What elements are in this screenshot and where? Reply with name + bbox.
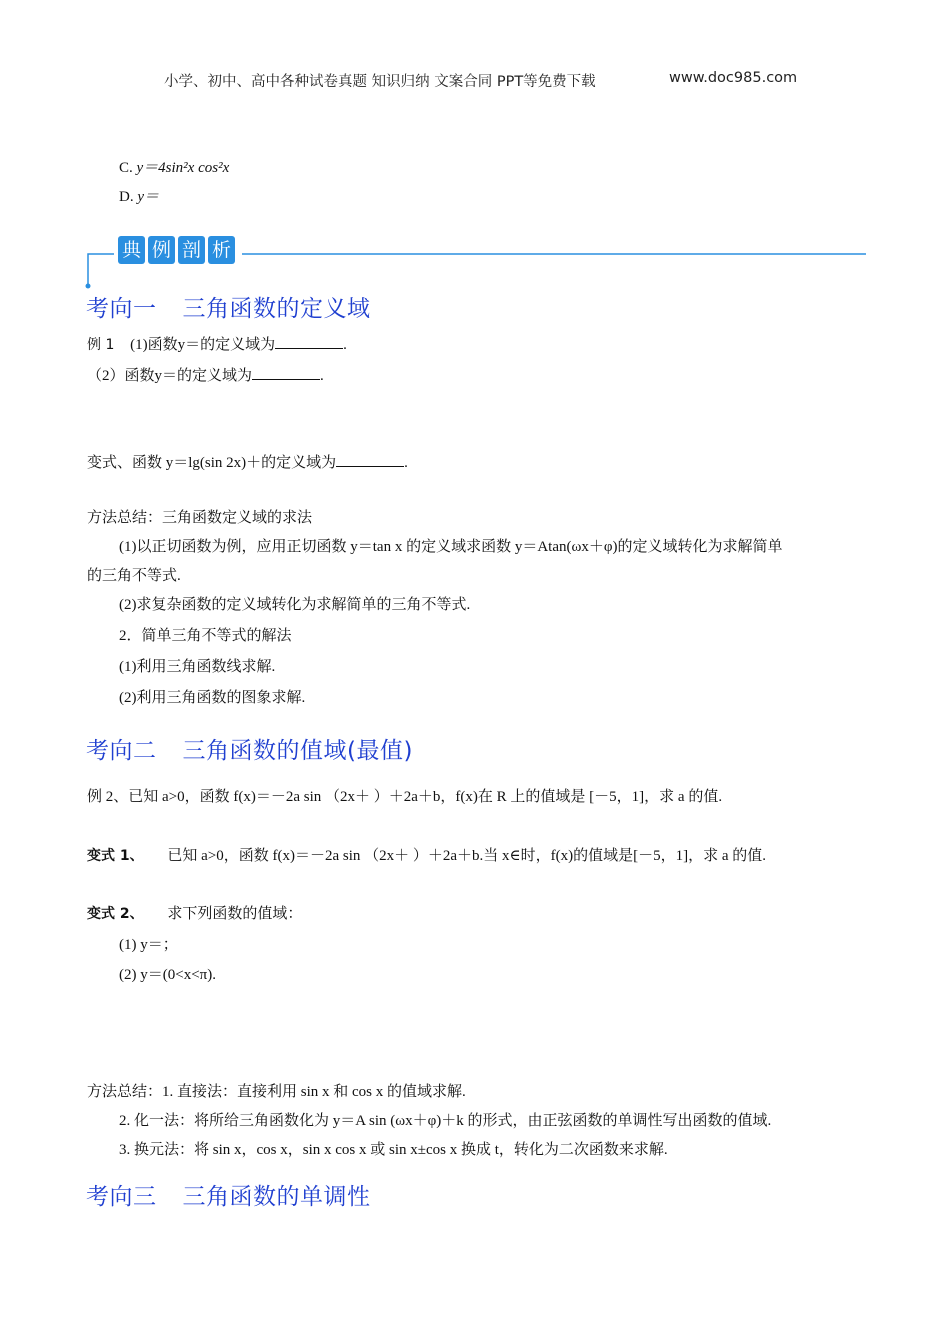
banner-char-4: 析 (208, 236, 235, 264)
section1-title-text: 三角函数的定义域 (182, 296, 371, 322)
variant1-line (87, 847, 766, 865)
summary2-line1: 方法总结：1. 直接法：直接利用 sin x 和 cos x 的值域求解. (87, 1084, 466, 1100)
summary1-title: 方法总结：三角函数定义域的求法 (87, 510, 313, 526)
section3-title (86, 1178, 371, 1211)
summary2-line3: 3. 换元法：将 sin x，cos x，sin x cos x 或 sin x±cos x 换成 t，转化为二次函数来求解. (119, 1142, 668, 1158)
summary1-line4: (1)利用三角函数线求解. (119, 659, 276, 675)
section2-title (86, 732, 413, 765)
variant2-text: 求下列函数的值域： (167, 906, 303, 922)
section3-title-text: 三角函数的单调性 (182, 1184, 371, 1210)
summary2-line2: 2. 化一法：将所给三角函数化为 y＝A sin (ωx＋φ)＋k 的形式，由正弦函数的单调性写出函数的值域. (119, 1113, 772, 1129)
summary1-line1b: 的三角不等式. (87, 568, 181, 584)
section1-title (86, 290, 371, 323)
section2-title-num: 考向二 (86, 738, 157, 764)
header-site-link[interactable]: www.doc985.com (669, 70, 798, 86)
variant2-item1: (1) y＝； (119, 937, 178, 953)
banner-char-3: 剖 (178, 236, 205, 264)
banner-char-1: 典 (118, 236, 145, 264)
header-text: 小学、初中、高中各种试卷真题 知识归纳 文案合同 PPT等免费下载 (164, 74, 596, 90)
option-c (119, 159, 229, 177)
variant1-label: 变式 1、 (87, 848, 144, 864)
summary1-line2: (2)求复杂函数的定义域转化为求解简单的三角不等式. (119, 597, 471, 613)
section2-title-text: 三角函数的值域(最值) (182, 738, 413, 764)
section3-title-num: 考向三 (86, 1184, 157, 1210)
option-c-text: y＝4sin²x cos²x (136, 160, 230, 176)
variant-blank (336, 453, 404, 467)
example1-part1: (1)函数 (130, 337, 178, 353)
banner-char-2: 例 (148, 236, 175, 264)
variant2-item2: (2) y＝(0<x<π). (119, 967, 216, 983)
example1-blank (275, 335, 343, 349)
summary1-line5: (2)利用三角函数的图象求解. (119, 690, 306, 706)
summary1-line3: 2．简单三角不等式的解法 (119, 628, 292, 644)
variant-text: 变式、函数 y＝lg(sin 2x)＋的定义域为 (87, 455, 337, 471)
option-c-label: C. (119, 160, 133, 176)
example2-text: 例 2、已知 a>0，函数 f(x)＝－2a sin （2x＋ ）＋2a＋b，f(x)在 R 上的值域是 [－5，1]，求 a 的值. (87, 789, 723, 805)
summary1-line1: (1)以正切函数为例，应用正切函数 y＝tan x 的定义域求函数 y＝Atan(ωx＋φ)的定义域转化为求解简单 (119, 539, 783, 555)
example1-label: 例 1 (87, 337, 115, 353)
variant2-label: 变式 2、 (87, 906, 144, 922)
example1-part2-blank (252, 366, 320, 380)
example1-part1-mid: y＝的定义域为 (177, 337, 276, 353)
option-d-text: y＝ (137, 189, 160, 205)
example1-part2-label: （2）函数 (87, 368, 155, 384)
example1-part2-line: （2）函数y＝的定义域为 . (87, 368, 324, 384)
variant1-text: 已知 a>0，函数 f(x)＝－2a sin （2x＋ ）＋2a＋b.当 x∈时，f(x)的值域是[－5，1]，求 a 的值. (167, 848, 767, 864)
option-d-label: D. (119, 189, 134, 205)
variant-line: 变式、函数 y＝lg(sin 2x)＋的定义域为 . (87, 455, 408, 471)
variant2-line (87, 905, 302, 923)
section1-title-num: 考向一 (86, 296, 157, 322)
example1-part2-mid: y＝的定义域为 (154, 368, 253, 384)
option-d (119, 188, 159, 206)
example1-line: 例 1 (1)函数y＝的定义域为 . (87, 337, 347, 353)
